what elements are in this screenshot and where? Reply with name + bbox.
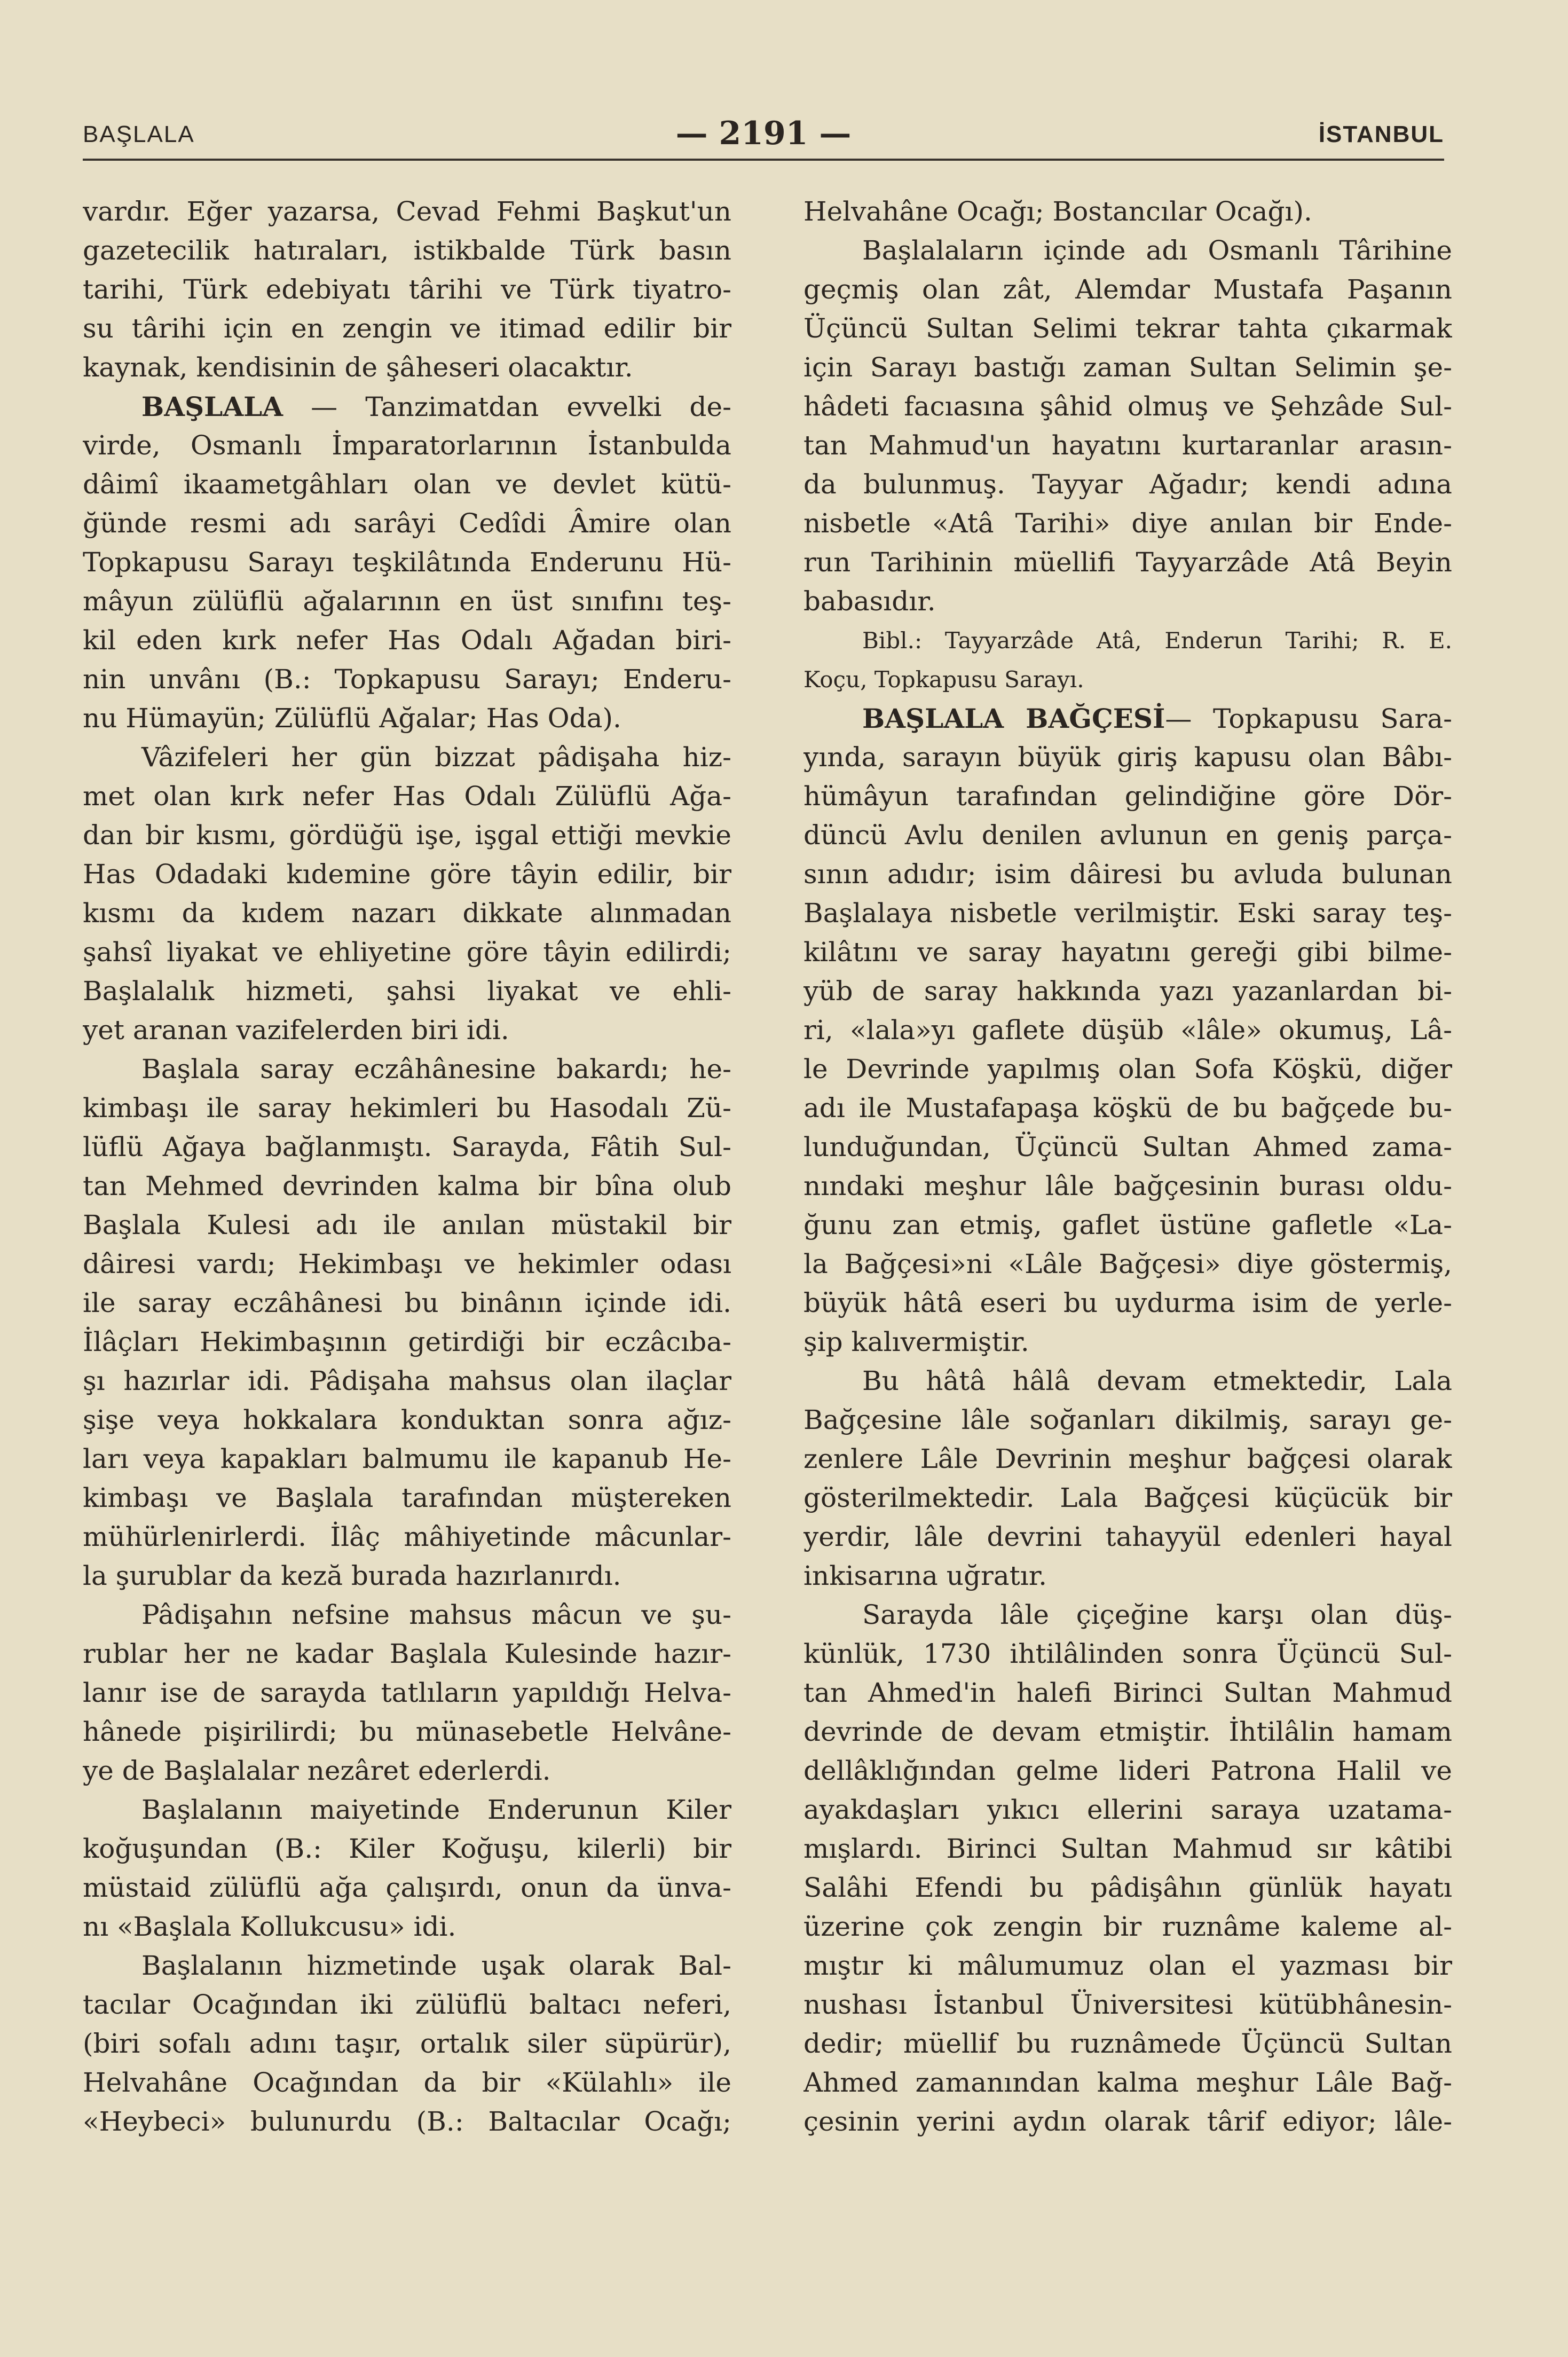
line-text: ile saray eczâhânesi bu binânın içinde idi.	[83, 1287, 731, 1318]
text-line	[803, 1518, 1452, 1557]
line-text: kaynak, kendisinin de şâheseri olacaktır.	[83, 352, 633, 383]
line-text: hânede pişirilirdi; bu münasebetle Helvâne-	[83, 1716, 731, 1747]
line-text: — Topkapusu Sara-	[1165, 703, 1452, 734]
line-text: adı ile Mustafapaşa köşkü de bu bağçede bu-	[803, 1093, 1452, 1123]
line-text: devrinde de devam etmiştir. İhtilâlin hamam	[803, 1716, 1452, 1747]
line-text: sının adıdır; isim dâiresi bu avluda bulunan	[803, 859, 1452, 890]
text-line	[803, 348, 1452, 387]
text-line	[83, 1829, 731, 1868]
text-line	[803, 1635, 1452, 1674]
line-text: ye de Başlalalar nezâret ederlerdi.	[83, 1755, 551, 1786]
text-line	[803, 894, 1452, 933]
text-line	[83, 972, 731, 1011]
line-text: için Sarayı bastığı zaman Sultan Selimin şe-	[803, 352, 1452, 383]
line-text: Başlala Kulesi adı ile anılan müstakil bir	[83, 1209, 731, 1240]
line-text: inkisarına uğratır.	[803, 1560, 1047, 1591]
line-text: müstaid zülüflü ağa çalışırdı, onun da ünva-	[83, 1872, 731, 1903]
line-text: babasıdır.	[803, 586, 936, 617]
line-text: gazetecilik hatıraları, istikbalde Türk basın	[83, 235, 731, 266]
line-text: (biri sofalı adını taşır, ortalık siler süpürür),	[83, 2028, 731, 2059]
text-line	[83, 1089, 731, 1128]
line-text: le Devrinde yapılmış olan Sofa Köşkü, diğer	[803, 1054, 1452, 1085]
text-line	[803, 816, 1452, 855]
text-line	[83, 660, 731, 699]
line-text: Vâzifeleri her gün bizzat pâdişaha hiz-	[141, 742, 731, 773]
text-line	[803, 1790, 1452, 1829]
line-text: tacılar Ocağından iki zülüflü baltacı neferi,	[83, 1989, 731, 2020]
line-text: run Tarihinin müellifi Tayyarzâde Atâ Beyin	[803, 547, 1452, 578]
text-line	[803, 660, 1452, 699]
header-rule	[83, 159, 1444, 161]
line-text: kısmı da kıdem nazarı dikkate alınmadan	[83, 898, 731, 929]
text-line	[83, 933, 731, 972]
line-text: geçmiş olan zât, Alemdar Mustafa Paşanın	[803, 274, 1452, 305]
line-text: mühürlenirlerdi. İlâç mâhiyetinde mâcunlar-	[83, 1521, 731, 1552]
line-text: künlük, 1730 ihtilâlinden sonra Üçüncü Sul-	[803, 1638, 1452, 1669]
text-line	[803, 1401, 1452, 1440]
line-text: Bu hâtâ hâlâ devam etmektedir, Lala	[862, 1365, 1452, 1396]
line-text: koğuşundan (B.: Kiler Koğuşu, kilerli) bir	[83, 1833, 731, 1864]
text-line	[803, 1985, 1452, 2024]
line-text: dâimî ikaametgâhları olan ve devlet kütü-	[83, 469, 731, 500]
text-line	[83, 1362, 731, 1401]
text-line	[83, 1323, 731, 1362]
line-text: lüflü Ağaya bağlanmıştı. Sarayda, Fâtih Sul-	[83, 1132, 731, 1162]
line-text: lanır ise de sarayda tatlıların yapıldığı Helva-	[83, 1677, 731, 1708]
line-text: dan bir kısmı, gördüğü işe, işgal ettiği mevkie	[83, 820, 731, 851]
line-text: dedir; müellif bu ruznâmede Üçüncü Sultan	[803, 2028, 1452, 2059]
text-line	[803, 387, 1452, 426]
text-line	[803, 1050, 1452, 1089]
text-line	[803, 1284, 1452, 1323]
text-line	[803, 1089, 1452, 1128]
left-column	[83, 192, 731, 2141]
line-text: ayakdaşları yıkıcı ellerini saraya uzatama-	[803, 1794, 1452, 1825]
line-text: şı hazırlar idi. Pâdişaha mahsus olan ilaçlar	[83, 1365, 731, 1396]
text-line	[803, 192, 1452, 231]
text-line	[803, 2063, 1452, 2102]
text-line	[83, 1284, 731, 1323]
line-text: la şurublar da keză burada hazırlanırdı.	[83, 1560, 621, 1591]
line-text: çesinin yerini aydın olarak târif ediyor; lâle-	[803, 2106, 1452, 2137]
line-text: nisbetle «Atâ Tarihi» diye anılan bir Ende-	[803, 508, 1452, 539]
line-text: Bağçesine lâle soğanları dikilmiş, sarayı ge-	[803, 1404, 1452, 1435]
text-line	[803, 855, 1452, 894]
text-line	[83, 309, 731, 348]
line-text: dâiresi vardı; Hekimbaşı ve hekimler odası	[83, 1248, 731, 1279]
text-line	[83, 699, 731, 738]
text-line	[83, 1557, 731, 1596]
text-line	[83, 1050, 731, 1089]
text-line	[803, 270, 1452, 309]
line-text: kilâtını ve saray hayatını gereği gibi bilme-	[803, 937, 1452, 968]
text-line	[83, 1751, 731, 1790]
line-text: hümâyun tarafından gelindiğine göre Dör-	[803, 781, 1452, 812]
line-text: Pâdişahın nefsine mahsus mâcun ve şu-	[141, 1599, 731, 1630]
text-line	[83, 777, 731, 816]
text-line	[83, 1790, 731, 1829]
line-text: ları veya kapakları balmumu ile kapanub He-	[83, 1443, 731, 1474]
line-text: üzerine çok zengin bir ruznâme kaleme al-	[803, 1911, 1452, 1942]
text-line	[803, 1946, 1452, 1985]
line-text: Üçüncü Sultan Selimi tekrar tahta çıkarmak	[803, 313, 1452, 344]
line-text: Topkapusu Sarayı teşkilâtında Enderunu Hü-	[83, 547, 731, 578]
line-text: Helvahâne Ocağından da bir «Külahlı» ile	[83, 2067, 731, 2098]
text-line	[803, 1323, 1452, 1362]
text-line	[83, 192, 731, 231]
text-line	[83, 2063, 731, 2102]
text-line	[83, 621, 731, 660]
text-line	[803, 738, 1452, 777]
line-text: Başlalanın hizmetinde uşak olarak Bal-	[141, 1950, 731, 1981]
line-text: İlâçları Hekimbaşının getirdiği bir eczâcıba-	[83, 1326, 731, 1357]
line-text: virde, Osmanlı İmparatorlarının İstanbulda	[83, 430, 731, 461]
text-line	[83, 270, 731, 309]
text-line	[803, 1362, 1452, 1401]
text-line	[803, 933, 1452, 972]
text-line	[803, 1206, 1452, 1245]
line-text: tan Mahmud'un hayatını kurtaranlar arasın-	[803, 430, 1452, 461]
line-text: met olan kırk nefer Has Odalı Zülüflü Ağa-	[83, 781, 731, 812]
text-line	[83, 855, 731, 894]
text-line	[803, 1674, 1452, 1712]
line-text: nushası İstanbul Üniversitesi kütübhânesin-	[803, 1989, 1452, 2020]
line-text: rublar her ne kadar Başlala Kulesinde hazır-	[83, 1638, 731, 1669]
line-text: Bibl.: Tayyarzâde Atâ, Enderun Tarihi; R. E.	[862, 627, 1452, 654]
text-line	[803, 1712, 1452, 1751]
text-line	[83, 1206, 731, 1245]
text-line	[803, 582, 1452, 621]
text-line	[83, 1946, 731, 1985]
line-text: lunduğundan, Üçüncü Sultan Ahmed zama-	[803, 1132, 1452, 1162]
text-line	[83, 426, 731, 465]
text-line	[83, 1128, 731, 1167]
line-text: Ahmed zamanından kalma meşhur Lâle Bağ-	[803, 2067, 1452, 2098]
line-text: Başlalalık hizmeti, şahsi liyakat ve ehli-	[83, 976, 731, 1007]
line-text: Sarayda lâle çiçeğine karşı olan düş-	[862, 1599, 1452, 1630]
text-line	[83, 1401, 731, 1440]
text-line	[83, 1985, 731, 2024]
text-line	[803, 231, 1452, 270]
text-line	[83, 2102, 731, 2141]
text-line	[83, 1518, 731, 1557]
line-text: Başlalanın maiyetinde Enderunun Kiler	[141, 1794, 731, 1825]
header-right-title: İSTANBUL	[1318, 121, 1444, 147]
text-line	[803, 543, 1452, 582]
text-line	[83, 1245, 731, 1284]
text-line	[83, 894, 731, 933]
line-text: mıştır ki mâlumumuz olan el yazması bir	[803, 1950, 1452, 1981]
line-text: şip kalıvermiştir.	[803, 1326, 1029, 1357]
text-line	[803, 1907, 1452, 1946]
text-line	[803, 972, 1452, 1011]
line-text: tan Ahmed'in halefi Birinci Sultan Mahmud	[803, 1677, 1452, 1708]
text-line	[83, 231, 731, 270]
text-line	[83, 1907, 731, 1946]
line-text: şişe veya hokkalara konduktan sonra ağız-	[83, 1404, 731, 1435]
text-line	[83, 1868, 731, 1907]
text-line	[803, 1751, 1452, 1790]
text-line	[803, 1596, 1452, 1635]
text-line	[83, 1674, 731, 1712]
text-line	[803, 1128, 1452, 1167]
line-text: nı «Başlala Kollukcusu» idi.	[83, 1911, 456, 1942]
text-line	[83, 1712, 731, 1751]
text-line	[803, 426, 1452, 465]
line-text: Koçu, Topkapusu Sarayı.	[803, 666, 1084, 693]
text-line	[83, 387, 731, 426]
text-line	[83, 543, 731, 582]
line-text: yet aranan vazifelerden biri idi.	[83, 1015, 509, 1046]
right-column	[803, 192, 1452, 2141]
line-text: da bulunmuş. Tayyar Ağadır; kendi adına	[803, 469, 1452, 500]
text-line	[803, 465, 1452, 504]
line-text: su târihi için en zengin ve itimad edilir bir	[83, 313, 731, 344]
text-line	[83, 348, 731, 387]
line-text: nin unvânı (B.: Topkapusu Sarayı; Enderu-	[83, 664, 731, 695]
entry-headword: BAŞLALA	[141, 391, 283, 422]
text-line	[83, 465, 731, 504]
text-line	[83, 2024, 731, 2063]
line-text: gösterilmektedir. Lala Bağçesi küçücük bir	[803, 1482, 1452, 1513]
text-line	[803, 1829, 1452, 1868]
line-text: hâdeti facıasına şâhid olmuş ve Şehzâde Sul-	[803, 391, 1452, 422]
text-line	[83, 738, 731, 777]
line-text: la Bağçesi»ni «Lâle Bağçesi» diye göstermiş,	[803, 1248, 1452, 1279]
entry-headword: BAŞLALA BAĞÇESİ	[862, 703, 1165, 734]
line-text: tarihi, Türk edebiyatı târihi ve Türk tiyatro-	[83, 274, 731, 305]
line-text: yüb de saray hakkında yazı yazanlardan bi-	[803, 976, 1452, 1007]
page-number: — 2191 —	[675, 115, 852, 152]
line-text: düncü Avlu denilen avlunun en geniş parça-	[803, 820, 1452, 851]
line-text: kimbaşı ve Başlala tarafından müştereken	[83, 1482, 731, 1513]
text-line	[803, 2024, 1452, 2063]
text-line	[803, 699, 1452, 738]
line-text: mâyun zülüflü ağalarının en üst sınıfını teş-	[83, 586, 731, 617]
text-line	[803, 309, 1452, 348]
line-text: ğunu zan etmiş, gaflet üstüne gafletle «La-	[803, 1209, 1452, 1240]
line-text: nu Hümayün; Zülüflü Ağalar; Has Oda).	[83, 703, 621, 734]
text-line	[83, 1635, 731, 1674]
running-header	[83, 115, 1444, 158]
text-line	[803, 1245, 1452, 1284]
line-text: zenlere Lâle Devrinin meşhur bağçesi olarak	[803, 1443, 1452, 1474]
line-text: şahsî liyakat ve ehliyetine göre tâyin edilirdi;	[83, 937, 731, 968]
line-text: dellâklığından gelme lideri Patrona Halil ve	[803, 1755, 1452, 1786]
text-line	[803, 2102, 1452, 2141]
line-text: kimbaşı ile saray hekimleri bu Hasodalı Zü-	[83, 1093, 731, 1123]
text-line	[803, 621, 1452, 660]
text-line	[83, 1011, 731, 1050]
line-text: tan Mehmed devrinden kalma bir bîna olub	[83, 1170, 731, 1201]
header-left-title: BAŞLALA	[83, 121, 195, 147]
text-line	[83, 816, 731, 855]
text-line	[83, 1596, 731, 1635]
text-line	[803, 1440, 1452, 1479]
line-text: büyük hâtâ eseri bu uydurma isim de yerle-	[803, 1287, 1452, 1318]
line-text: ri, «lala»yı gaflete düşüb «lâle» okumuş, Lâ-	[803, 1015, 1452, 1046]
line-text: yerdir, lâle devrini tahayyül edenleri hayal	[803, 1521, 1452, 1552]
text-line	[803, 1167, 1452, 1206]
line-text: ğünde resmi adı sarâyi Cedîdi Âmire olan	[83, 508, 731, 539]
line-text: Başlala saray eczâhânesine bakardı; he-	[141, 1054, 731, 1085]
line-text: Başlalaların içinde adı Osmanlı Târihine	[862, 235, 1452, 266]
line-text: Salâhi Efendi bu pâdişâhın günlük hayatı	[803, 1872, 1452, 1903]
text-line	[83, 504, 731, 543]
text-line	[803, 1479, 1452, 1518]
text-line	[83, 1479, 731, 1518]
line-text: Has Odadaki kıdemine göre tâyin edilir, bir	[83, 859, 731, 890]
line-text: kil eden kırk nefer Has Odalı Ağadan biri-	[83, 625, 731, 656]
text-line	[803, 777, 1452, 816]
text-line	[803, 1557, 1452, 1596]
line-text: Helvahâne Ocağı; Bostancılar Ocağı).	[803, 196, 1312, 227]
line-text: vardır. Eğer yazarsa, Cevad Fehmi Başkut'un	[83, 196, 731, 227]
line-text: «Heybeci» bulunurdu (B.: Baltacılar Ocağı;	[83, 2106, 731, 2137]
text-line	[803, 504, 1452, 543]
text-line	[83, 582, 731, 621]
text-line	[83, 1440, 731, 1479]
line-text: mışlardı. Birinci Sultan Mahmud sır kâtibi	[803, 1833, 1452, 1864]
line-text: — Tanzimatdan evvelki de-	[283, 391, 731, 422]
text-line	[803, 1011, 1452, 1050]
line-text: yında, sarayın büyük giriş kapusu olan Bâbı-	[803, 742, 1452, 773]
text-line	[803, 1868, 1452, 1907]
line-text: nındaki meşhur lâle bağçesinin burası oldu-	[803, 1170, 1452, 1201]
line-text: Başlalaya nisbetle verilmiştir. Eski saray teş-	[803, 898, 1452, 929]
text-line	[83, 1167, 731, 1206]
